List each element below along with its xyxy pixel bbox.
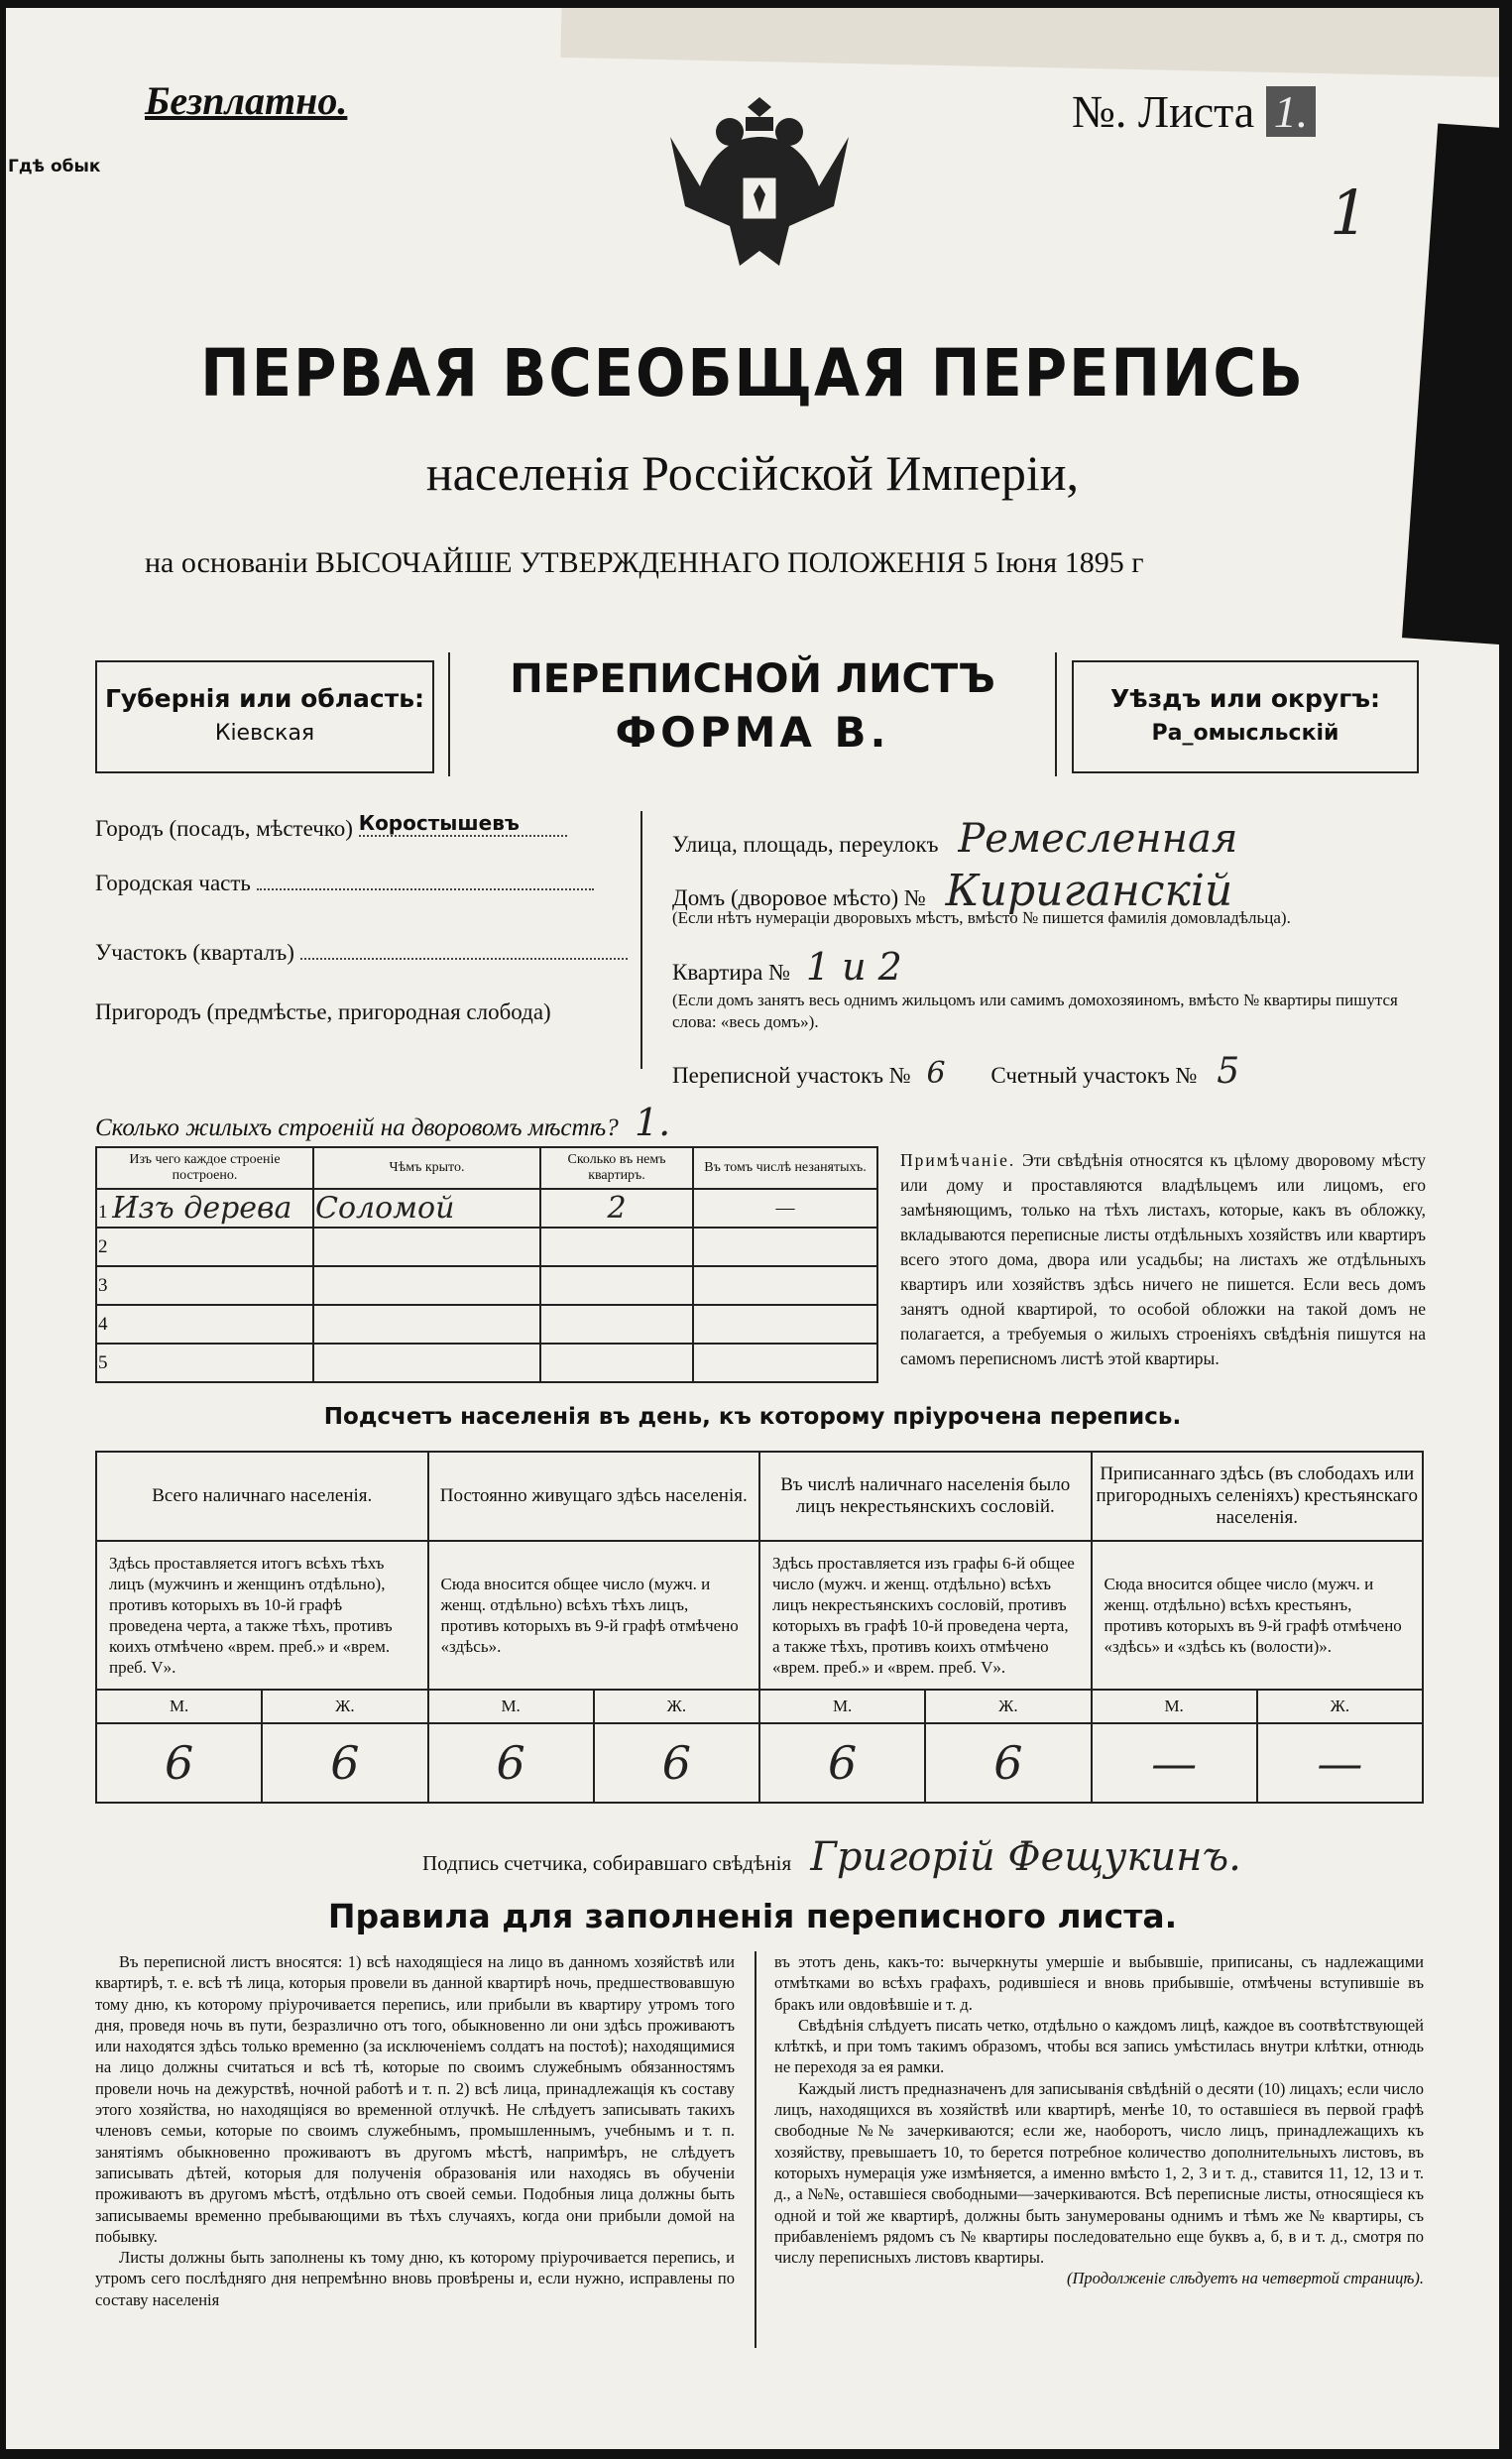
male-header: М.	[96, 1690, 262, 1723]
gubernia-label: Губернія или область:	[104, 684, 425, 713]
population-col-permanent: Постоянно живущаго здѣсь населенія.	[428, 1452, 760, 1541]
city-part-field	[95, 871, 631, 896]
gubernia-value: Кіевская	[214, 721, 315, 746]
free-label: Безплатно.	[145, 78, 348, 123]
district-label: Участокъ (кварталъ)	[95, 940, 294, 965]
city-field	[95, 811, 567, 842]
form-title: ПЕРЕПИСНОЙ ЛИСТЪ	[510, 656, 995, 702]
count-area-value: 5	[1217, 1051, 1240, 1092]
gubernia-box	[95, 660, 434, 773]
buildings-col-apartments: Сколько въ немъ квартиръ.	[540, 1147, 693, 1189]
sheet-number	[1072, 85, 1316, 138]
imperial-eagle-icon	[650, 77, 869, 286]
population-col-nonpeasant: Въ числѣ наличнаго населенія было лицъ некрестьянскихъ сословій.	[759, 1452, 1092, 1541]
city-value: Коростышевъ	[359, 811, 567, 837]
table-row	[96, 1189, 877, 1228]
total-female: 6	[262, 1723, 427, 1803]
census-area-label: Переписной участокъ №	[672, 1063, 911, 1088]
female-header: Ж.	[925, 1690, 1091, 1723]
row-vacant: —	[693, 1189, 877, 1228]
population-desc-permanent: Сюда вносится общее число (мужч. и женщ. отдѣльно) всѣхъ тѣхъ лицъ, противъ которыхъ въ 9-й графѣ отмѣчено «здѣсь».	[428, 1541, 760, 1690]
male-header: М.	[428, 1690, 594, 1723]
rules-left-p2: Листы должны быть заполнены къ тому дню, къ которому пріурочивается перепись, и утромъ сего послѣдняго дня непремѣнно вновь провѣрены и, если нужно, исправлены по составу населенія	[95, 2248, 735, 2309]
male-header: М.	[1092, 1690, 1257, 1723]
female-header: Ж.	[262, 1690, 427, 1723]
row-material: Изъ дерева	[112, 1191, 292, 1226]
permanent-male: 6	[428, 1723, 594, 1803]
male-header: М.	[759, 1690, 925, 1723]
table-row	[96, 1266, 877, 1305]
rules-right-p3: Каждый листъ предназначенъ для записыванія свѣдѣній о десяти (10) лицахъ; если число лицъ, находящихся въ хозяйствѣ или квартирѣ, менѣе 10, то оставшіеся въ первой графѣ свободные №№ зачеркиваются; если же, наоборотъ, число лицъ, принадлежащихъ къ хозяйству, превышаетъ 10, то берется потребное количество дополнительныхъ листовъ, въ которыхъ нумерація уже измѣняется, а именно вмѣсто 1, 2, 3 и т. д., ставится 11, 12, 13 и т. д., а №№, оставшіеся свободными—зачеркиваются. Всѣ переписные листы, относящіеся къ одной и той же квартирѣ, должны быть занумерованы однимъ и тѣмъ же № квартиры, съ прибавленіемъ рядомъ съ № квартиры последовательно еще буквъ а, б, в и т. д., смотря по числу переписныхъ листовъ квартиры.	[774, 2078, 1424, 2268]
row-number: 2	[96, 1228, 313, 1266]
row-number: 1	[98, 1202, 108, 1223]
page-subtitle: населенія Россійской Имперіи,	[425, 445, 1080, 501]
form-title-box	[448, 652, 1057, 776]
buildings-col-roof: Чѣмъ крыто.	[313, 1147, 540, 1189]
street-field	[672, 816, 1237, 862]
address-divider	[640, 811, 642, 1069]
apartment-note: (Если домъ занятъ весь однимъ жильцомъ или самимъ домохозяиномъ, вмѣсто № квартиры пишутся слова: «весь домъ»).	[672, 991, 1398, 1031]
row-number: 4	[96, 1305, 313, 1344]
uezd-label: Уѣздъ или округъ:	[1109, 684, 1381, 713]
row-number: 3	[96, 1266, 313, 1305]
apartment-label: Квартира №	[672, 960, 791, 985]
census-area-value: 6	[926, 1056, 946, 1091]
nonpeasant-male: 6	[759, 1723, 925, 1803]
sheet-number-value: 1.	[1266, 86, 1317, 137]
row-roof: Соломой	[313, 1189, 540, 1228]
house-value: Кириганскій	[945, 866, 1233, 916]
buildings-col-material: Изъ чего каждое строеніе построено.	[96, 1147, 313, 1189]
sheet-number-label: №. Листа	[1072, 86, 1255, 137]
population-desc-total: Здѣсь проставляется итогъ всѣхъ тѣхъ лицъ (мужчинъ и женщинъ отдѣльно), противъ которыхъ въ 10-й графѣ проведена черта, а также тѣхъ, противъ коихъ отмѣчено «врем. преб.» и «врем. преб. V».	[96, 1541, 428, 1690]
house-label: Домъ (дворовое мѣсто) №	[672, 885, 926, 910]
uezd-value: Ра_омысльскій	[1151, 721, 1339, 746]
female-header: Ж.	[1257, 1690, 1423, 1723]
population-col-total: Всего наличнаго населенія.	[96, 1452, 428, 1541]
row-apartments: 2	[540, 1189, 693, 1228]
permanent-female: 6	[594, 1723, 759, 1803]
row-number: 5	[96, 1344, 313, 1382]
form-type: ФОРМА В.	[615, 708, 890, 757]
buildings-question	[95, 1101, 670, 1144]
torn-edge-top	[560, 8, 1499, 77]
buildings-col-vacant: Въ томъ числѣ незанятыхъ.	[693, 1147, 877, 1189]
table-row	[96, 1344, 877, 1382]
population-title: Подсчетъ населенія въ день, къ которому пріурочена перепись.	[323, 1404, 1182, 1430]
city-label: Городъ (посадъ, мѣстечко)	[95, 816, 353, 841]
rules-title: Правила для заполненія переписного листа.	[327, 1897, 1178, 1935]
total-male: 6	[96, 1723, 262, 1803]
rules-right-column	[774, 1951, 1424, 2289]
rules-left-column	[95, 1951, 735, 2310]
buildings-note	[900, 1148, 1426, 1371]
rules-left-p1: Въ переписной листъ вносятся: 1) всѣ находящіеся на лицо въ данномъ хозяйствѣ или квартирѣ, т. е. всѣ тѣ лица, которыя провели въ данной квартирѣ ночь, предшествовавшую тому дню, къ которому пріурочивается перепись, или прибыли въ квартиру утромъ того дня, проведя ночь въ пути, безразлично отъ того, обыкновенно ли они здѣсь проживаютъ или находятся здѣсь только временно (за исключеніемъ солдатъ на постоѣ); находящимися на лицо должны считаться и всѣ тѣ, которые по своимъ служебнымъ обязанностямъ провели ночь на дежурствѣ, ночной работѣ и т. п. 2) всѣ лица, принадлежащія къ составу этого хозяйства, но находящіяся во временной отлучкѣ. Не слѣдуетъ записывать такихъ членовъ семьи, которые по своимъ служебнымъ, промышленнымъ, учебнымъ и т. п. занятіямъ обыкновенно проживаютъ въ другомъ мѣстѣ, напримѣръ, не слѣдуетъ записывать дѣтей, которыя для полученія образованія или находясь въ обученіи проживаютъ въ другомъ мѣстѣ, отдѣльно отъ своей семьи. Подобныя лица должны быть записываемы временно пребывающими въ тѣхъ случаяхъ, когда они прибыли домой на побывку.	[95, 1952, 735, 2246]
uezd-box	[1072, 660, 1419, 773]
signature-label: Подпись счетчика, собиравшаго свѣдѣнія	[422, 1851, 792, 1875]
signature-value: Григорій Фещукинъ.	[810, 1834, 1241, 1880]
district-field	[95, 940, 628, 966]
statute-line: на основаніи ВЫСОЧАЙШЕ УТВЕРЖДЕННАГО ПОЛОЖЕНІЯ 5 Іюня 1895 г	[145, 546, 1144, 579]
house-note: (Если нѣтъ нумераціи дворовыхъ мѣстъ, вмѣсто № пишется фамилія домовладѣльца).	[672, 908, 1291, 927]
table-row	[96, 1305, 877, 1344]
buildings-table	[95, 1146, 878, 1383]
city-part-label: Городская часть	[95, 871, 251, 895]
rules-right-p1: въ этотъ день, какъ-то: вычеркнуты умершіе и выбывшіе, приписаны, съ надлежащими отмѣтками во всѣхъ графахъ, родившіеся и вновь прибывшіе, отмѣчены вступившіе въ бракъ или овдовѣвшіе и т. д.	[774, 1952, 1424, 2014]
buildings-question-label: Сколько жилыхъ строеній на дворовомъ мѣстѣ?	[95, 1114, 619, 1141]
population-col-peasant: Приписаннаго здѣсь (въ слободахъ или пригородныхъ селеніяхъ) крестьянскаго населенія.	[1092, 1452, 1424, 1541]
female-header: Ж.	[594, 1690, 759, 1723]
margin-mark: 1	[1330, 176, 1369, 249]
apartment-value: 1 и 2	[805, 945, 902, 989]
page-title: ПЕРВАЯ ВСЕОБЩАЯ ПЕРЕПИСЬ	[200, 335, 1305, 411]
census-area-field	[672, 1051, 1239, 1092]
rules-divider	[755, 1951, 756, 2348]
apartment-field	[672, 945, 902, 989]
rules-right-p2: Свѣдѣнія слѣдуетъ писать четко, отдѣльно о каждомъ лицѣ, каждое въ соотвѣтствующей клѣткѣ, и при томъ такимъ образомъ, чтобы вся запись умѣстилась внутри клѣтки, отнюдь не переходя за ея рамки.	[774, 2015, 1424, 2077]
table-row	[96, 1228, 877, 1266]
street-label: Улица, площадь, переулокъ	[672, 832, 939, 857]
side-note: Гдѣ обык	[8, 157, 101, 176]
signature-field	[422, 1834, 1241, 1880]
peasant-male: —	[1092, 1723, 1257, 1803]
buildings-note-head: Примѣчаніе.	[900, 1150, 1016, 1170]
buildings-answer: 1.	[634, 1101, 671, 1144]
population-desc-peasant: Сюда вносится общее число (мужч. и женщ. отдѣльно) всѣхъ крестьянъ, противъ которыхъ въ 9-й графѣ отмѣчено «здѣсь» и «здѣсь къ (волости)».	[1092, 1541, 1424, 1690]
buildings-note-text: Эти свѣдѣнія относятся къ цѣлому дворовому мѣсту или дому и проставляются владѣльцемъ или лицомъ, его замѣняющимъ, только на тѣхъ листахъ, которые, какъ въ обложку, вкладываются переписные листы отдѣльныхъ хозяйствъ или квартиръ всего этого дома, двора или усадьбы; на листахъ же отдѣльныхъ квартиръ или хозяйствъ здѣсь ничего не пишется. Если весь домъ занятъ одной квартирой, то особой обложки на такой домъ не полагается, а требуемыя о жилыхъ строеніяхъ свѣдѣнія пишутся на самомъ переписномъ листѣ этой квартиры.	[900, 1150, 1426, 1368]
peasant-female: —	[1257, 1723, 1423, 1803]
nonpeasant-female: 6	[925, 1723, 1091, 1803]
suburb-label: Пригородъ (предмѣстье, пригородная слобода)	[95, 999, 551, 1024]
census-form-sheet	[6, 8, 1499, 2449]
rules-continued: (Продолженіе слѣдуетъ на четвертой страницѣ).	[1067, 2269, 1424, 2288]
population-table	[95, 1451, 1424, 1804]
count-area-label: Счетный участокъ №	[990, 1063, 1198, 1088]
street-value: Ремесленная	[958, 816, 1238, 862]
population-desc-nonpeasant: Здѣсь проставляется изъ графы 6-й общее число (мужч. и женщ. отдѣльно) всѣхъ лицъ некрестьянскихъ сословій, противъ которыхъ въ графѣ 10-й проведена черта, а также тѣхъ, противъ коихъ отмѣчено «врем. преб.» и «врем. преб. V».	[759, 1541, 1092, 1690]
